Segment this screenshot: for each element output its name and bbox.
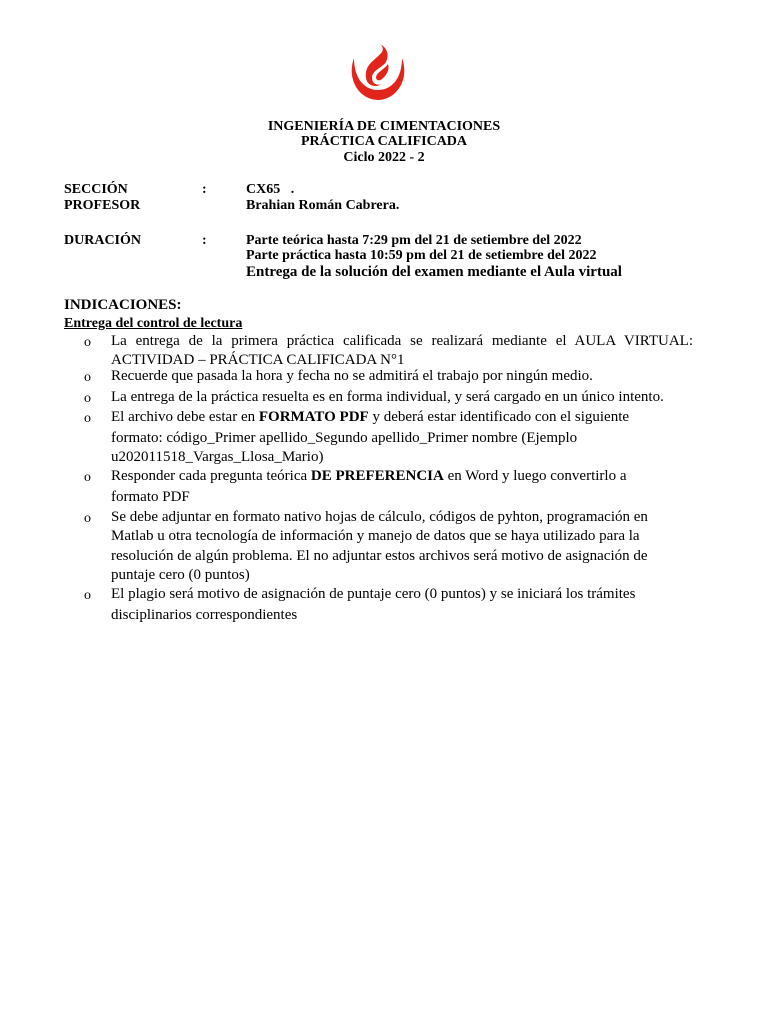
list-item-4-line3: u202011518_Vargas_Llosa_Mario) [111, 449, 324, 465]
bullet-marker: o [84, 470, 91, 485]
indicaciones-subtitle: Entrega del control de lectura [64, 316, 243, 331]
de-preferencia-emphasis: DE PREFERENCIA [310, 468, 444, 484]
bullet-marker: o [84, 411, 91, 426]
list-item-7-line2: disciplinarios correspondientes [111, 607, 298, 623]
list-item-3: La entrega de la práctica resuelta es en forma individual, y será cargado en un único intento. [111, 389, 664, 405]
list-item-1-line1: La entrega de la primera práctica calificada se realizará mediante el AULA VIRTUAL: [111, 333, 693, 349]
upc-flame-logo-icon [346, 44, 410, 102]
formato-pdf-emphasis: FORMATO PDF [258, 409, 369, 425]
duracion-teorica: Parte teórica hasta 7:29 pm del 21 de setiembre del 2022 [246, 233, 582, 248]
exam-title: PRÁCTICA CALIFICADA [300, 134, 468, 149]
bullet-marker: o [84, 370, 91, 385]
profesor-value: Brahian Román Cabrera. [246, 198, 400, 213]
indicaciones-title: INDICACIONES: [64, 297, 182, 313]
bullet-marker: o [84, 391, 91, 406]
course-title: INGENIERÍA DE CIMENTACIONES [267, 119, 501, 134]
list-item-5-line2: formato PDF [111, 489, 190, 505]
list-item-7-line1: El plagio será motivo de asignación de puntaje cero (0 puntos) y se iniciará los trámites [111, 586, 636, 602]
cycle-label: Ciclo 2022 - 2 [343, 150, 425, 165]
seccion-colon: : [202, 182, 207, 197]
list-item-6-line1: Se debe adjuntar en formato nativo hojas de cálculo, códigos de pyhton, programación en [111, 509, 648, 525]
duracion-label: DURACIÓN [64, 233, 141, 248]
list-item-2: Recuerde que pasada la hora y fecha no se admitirá el trabajo por ningún medio. [111, 368, 593, 384]
seccion-label: SECCIÓN [64, 182, 128, 197]
list-item-4-line2: formato: código_Primer apellido_Segundo apellido_Primer nombre (Ejemplo [111, 430, 578, 446]
bullet-marker: o [84, 588, 91, 603]
list-item-6-line3: resolución de algún problema. El no adjuntar estos archivos será motivo de asignación de [111, 548, 648, 564]
list-item-1-line2: ACTIVIDAD – PRÁCTICA CALIFICADA N°1 [111, 352, 405, 368]
list-item-6-line2: Matlab u otra tecnología de información y manejo de datos que se haya utilizado para la [111, 528, 640, 544]
list-item-5-line1: Responder cada pregunta teórica DE PREFERENCIA en Word y luego convertirlo a [111, 468, 627, 484]
profesor-label: PROFESOR [64, 198, 141, 213]
duracion-entrega: Entrega de la solución del examen mediante el Aula virtual [246, 264, 622, 280]
bullet-marker: o [84, 511, 91, 526]
seccion-value: CX65 . [246, 182, 295, 197]
bullet-marker: o [84, 335, 91, 350]
list-item-4-line1: El archivo debe estar en FORMATO PDF y deberá estar identificado con el siguiente [111, 409, 630, 425]
duracion-colon: : [202, 233, 207, 248]
duracion-practica: Parte práctica hasta 10:59 pm del 21 de setiembre del 2022 [246, 248, 597, 263]
list-item-6-line4: puntaje cero (0 puntos) [111, 567, 250, 583]
